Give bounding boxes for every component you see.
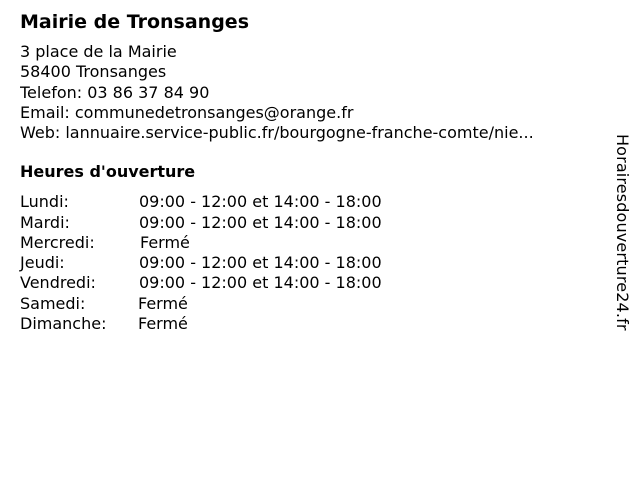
day-hours: 09:00 - 12:00 et 14:00 - 18:00 — [139, 192, 382, 212]
day-label: Mardi: — [20, 212, 70, 232]
hours-row-mardi — [20, 213, 600, 233]
address-line-2: 58400 Tronsanges — [20, 62, 167, 82]
day-label: Vendredi: — [20, 273, 96, 293]
hours-row-lundi — [20, 192, 600, 212]
phone-number: Telefon: 03 86 37 84 90 — [20, 82, 210, 102]
address-line-1: 3 place de la Mairie — [20, 42, 177, 61]
day-label: Samedi: — [20, 293, 86, 313]
email-address: Email: communedetronsanges@orange.fr — [20, 102, 354, 122]
opening-hours-list — [20, 192, 600, 333]
day-label: Lundi: — [20, 192, 69, 212]
hours-row-samedi — [20, 294, 600, 314]
day-hours: Fermé — [138, 293, 188, 313]
day-hours: 09:00 - 12:00 et 14:00 - 18:00 — [139, 253, 382, 273]
hours-row-vendredi — [20, 273, 600, 293]
day-hours: Fermé — [138, 313, 188, 333]
day-hours: Fermé — [140, 232, 190, 252]
hours-row-jeudi — [20, 253, 600, 273]
day-label: Jeudi: — [20, 253, 65, 273]
contact-block — [20, 42, 600, 143]
page-title: Mairie de Tronsanges — [20, 11, 250, 33]
day-hours: 09:00 - 12:00 et 14:00 - 18:00 — [139, 273, 382, 293]
day-hours: 09:00 - 12:00 et 14:00 - 18:00 — [139, 212, 382, 232]
site-watermark: Horairesdouverture24.fr — [613, 134, 632, 331]
hours-row-mercredi — [20, 233, 600, 253]
opening-hours-heading: Heures d'ouverture — [20, 162, 196, 182]
hours-row-dimanche — [20, 314, 600, 334]
day-label: Mercredi: — [20, 232, 95, 252]
day-label: Dimanche: — [20, 313, 107, 333]
business-card — [20, 10, 600, 334]
website-link: Web: lannuaire.service-public.fr/bourgogne-franche-comte/nie... — [20, 123, 534, 143]
